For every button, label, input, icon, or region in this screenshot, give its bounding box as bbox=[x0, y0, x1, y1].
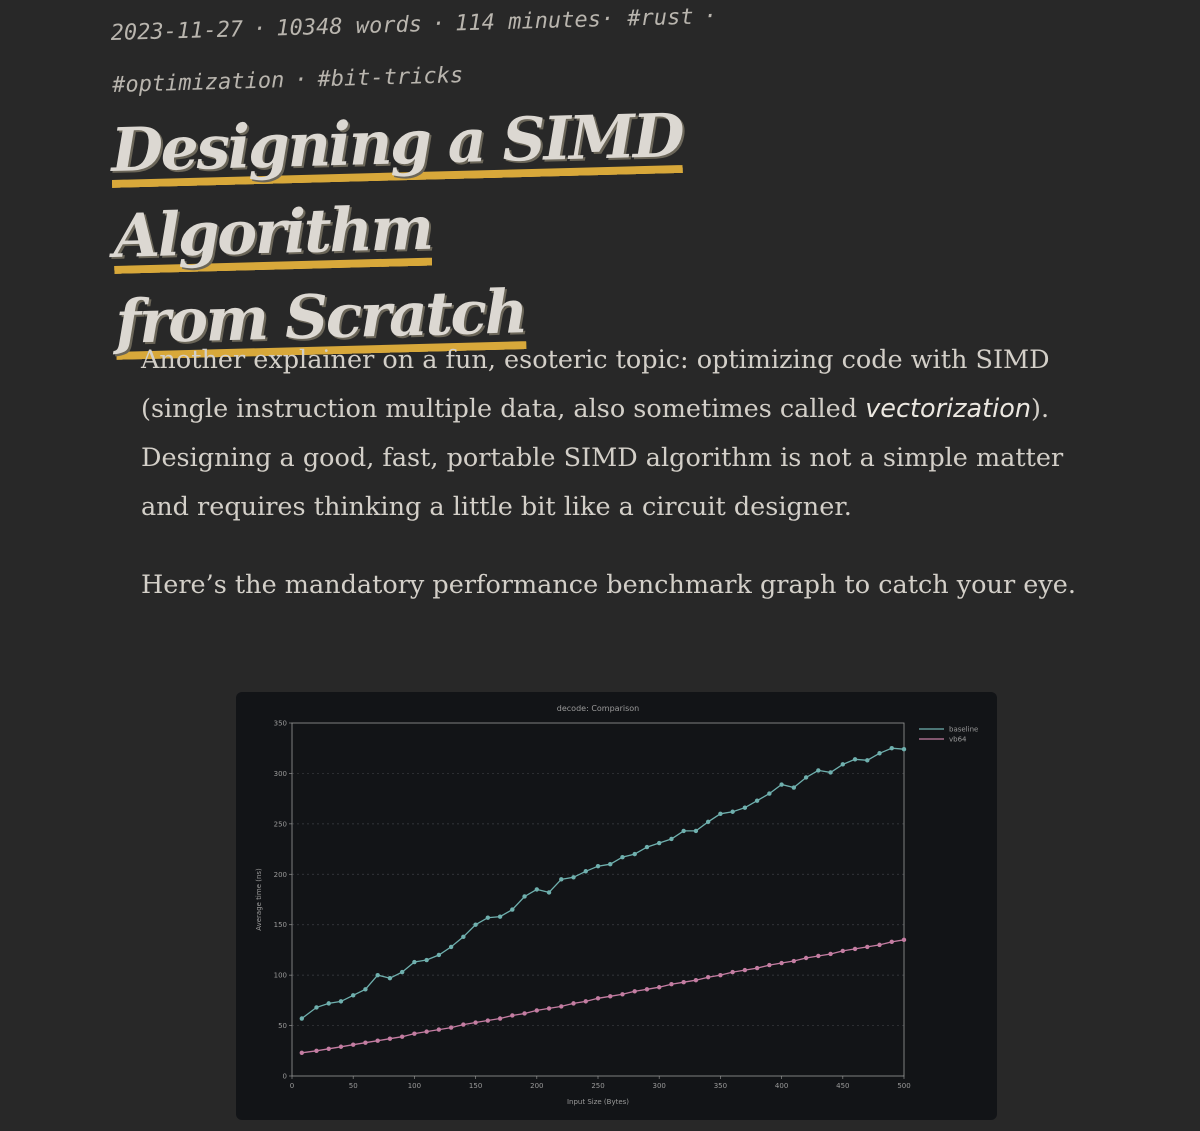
data-point-vb64 bbox=[363, 1041, 367, 1045]
post-body bbox=[141, 336, 1086, 639]
data-point-baseline bbox=[681, 829, 685, 833]
plot-frame bbox=[292, 723, 904, 1076]
data-point-vb64 bbox=[755, 966, 759, 970]
data-point-baseline bbox=[853, 757, 857, 761]
data-point-vb64 bbox=[890, 940, 894, 944]
intro-text-end: ). Designing a good, fast, portable SIMD algorithm is not a simple matter and requires thinking a little bit like a circuit designer. bbox=[141, 394, 1064, 522]
data-point-vb64 bbox=[853, 947, 857, 951]
data-point-baseline bbox=[608, 862, 612, 866]
y-tick-label: 200 bbox=[273, 870, 287, 879]
data-point-baseline bbox=[300, 1016, 304, 1020]
meta-separator: · bbox=[600, 6, 615, 33]
data-point-baseline bbox=[388, 976, 392, 980]
tag-link-rust[interactable]: #rust bbox=[627, 4, 694, 32]
y-tick-label: 50 bbox=[278, 1022, 287, 1031]
chart-title: decode: Comparison bbox=[556, 704, 640, 713]
word-count: 10348 words bbox=[276, 12, 423, 42]
data-point-vb64 bbox=[424, 1029, 428, 1033]
meta-separator: · bbox=[252, 16, 267, 43]
data-point-vb64 bbox=[902, 938, 906, 942]
data-point-vb64 bbox=[767, 963, 771, 967]
data-point-vb64 bbox=[388, 1036, 392, 1040]
data-point-baseline bbox=[718, 812, 722, 816]
data-point-baseline bbox=[535, 887, 539, 891]
data-point-baseline bbox=[473, 923, 477, 927]
meta-separator: · bbox=[703, 4, 718, 30]
data-point-baseline bbox=[510, 907, 514, 911]
x-tick-label: 250 bbox=[591, 1082, 605, 1090]
data-point-vb64 bbox=[865, 945, 869, 949]
data-point-vb64 bbox=[375, 1039, 379, 1043]
data-point-baseline bbox=[620, 855, 624, 859]
y-tick-label: 150 bbox=[273, 921, 287, 930]
y-tick-label: 300 bbox=[273, 769, 287, 778]
data-point-baseline bbox=[816, 768, 820, 772]
data-point-vb64 bbox=[437, 1027, 441, 1031]
data-point-vb64 bbox=[559, 1004, 563, 1008]
data-point-baseline bbox=[363, 987, 367, 991]
series-line-baseline bbox=[302, 748, 904, 1018]
x-tick-label: 450 bbox=[836, 1082, 850, 1090]
post-date: 2023-11-27 bbox=[110, 17, 244, 46]
data-point-baseline bbox=[743, 806, 747, 810]
data-point-vb64 bbox=[596, 996, 600, 1000]
data-point-baseline bbox=[841, 762, 845, 766]
data-point-baseline bbox=[730, 810, 734, 814]
tag-link-optimization[interactable]: #optimization bbox=[111, 68, 285, 98]
data-point-vb64 bbox=[314, 1049, 318, 1053]
data-point-vb64 bbox=[498, 1016, 502, 1020]
x-tick-label: 200 bbox=[530, 1082, 544, 1090]
data-point-baseline bbox=[400, 970, 404, 974]
legend-label-vb64: vb64 bbox=[949, 735, 967, 744]
data-point-baseline bbox=[877, 751, 881, 755]
post-title bbox=[110, 85, 976, 365]
y-tick-label: 350 bbox=[273, 719, 287, 728]
data-point-baseline bbox=[669, 837, 673, 841]
data-point-vb64 bbox=[816, 954, 820, 958]
benchmark-paragraph: Here’s the mandatory performance benchmark graph to catch your eye. bbox=[141, 570, 1076, 600]
data-point-baseline bbox=[767, 791, 771, 795]
data-point-baseline bbox=[694, 829, 698, 833]
data-point-baseline bbox=[314, 1005, 318, 1009]
data-point-vb64 bbox=[645, 987, 649, 991]
data-point-vb64 bbox=[718, 973, 722, 977]
data-point-vb64 bbox=[571, 1001, 575, 1005]
data-point-vb64 bbox=[535, 1008, 539, 1012]
data-point-baseline bbox=[461, 935, 465, 939]
data-point-baseline bbox=[645, 845, 649, 849]
x-tick-label: 50 bbox=[348, 1082, 358, 1090]
vectorization-emphasis: vectorization bbox=[865, 394, 1032, 424]
data-point-baseline bbox=[351, 993, 355, 997]
data-point-baseline bbox=[792, 785, 796, 789]
data-point-vb64 bbox=[804, 956, 808, 960]
data-point-baseline bbox=[522, 894, 526, 898]
data-point-vb64 bbox=[486, 1018, 490, 1022]
data-point-vb64 bbox=[608, 994, 612, 998]
data-point-vb64 bbox=[461, 1022, 465, 1026]
data-point-baseline bbox=[437, 953, 441, 957]
x-tick-label: 500 bbox=[897, 1082, 911, 1090]
post-title-link-line1[interactable]: Designing a SIMD Algorithm bbox=[110, 101, 684, 272]
data-point-baseline bbox=[596, 864, 600, 868]
data-point-baseline bbox=[828, 770, 832, 774]
x-tick-label: 0 bbox=[289, 1082, 295, 1090]
data-point-baseline bbox=[498, 914, 502, 918]
data-point-baseline bbox=[559, 877, 563, 881]
data-point-vb64 bbox=[584, 999, 588, 1003]
data-point-vb64 bbox=[620, 992, 624, 996]
data-point-baseline bbox=[412, 960, 416, 964]
y-tick-label: 0 bbox=[282, 1072, 287, 1081]
data-point-vb64 bbox=[841, 949, 845, 953]
x-tick-label: 100 bbox=[407, 1082, 422, 1090]
reading-time: 114 minutes bbox=[454, 7, 602, 37]
data-point-vb64 bbox=[669, 982, 673, 986]
data-point-baseline bbox=[706, 820, 710, 824]
data-point-baseline bbox=[755, 798, 759, 802]
data-point-vb64 bbox=[473, 1020, 477, 1024]
data-point-vb64 bbox=[400, 1034, 404, 1038]
data-point-baseline bbox=[571, 875, 575, 879]
data-point-baseline bbox=[902, 747, 906, 751]
data-point-vb64 bbox=[300, 1051, 304, 1055]
data-point-baseline bbox=[657, 841, 661, 845]
data-point-vb64 bbox=[510, 1013, 514, 1017]
intro-text-start: Another explainer on a fun, esoteric topic: optimizing code with SIMD (single instruction multiple data, also sometimes called bbox=[141, 345, 1050, 424]
data-point-baseline bbox=[339, 999, 343, 1003]
data-point-vb64 bbox=[743, 968, 747, 972]
data-point-vb64 bbox=[694, 978, 698, 982]
data-point-vb64 bbox=[877, 943, 881, 947]
data-point-vb64 bbox=[449, 1025, 453, 1029]
data-point-vb64 bbox=[351, 1043, 355, 1047]
tag-link-bit-tricks[interactable]: #bit-tricks bbox=[317, 63, 464, 93]
series-line-vb64 bbox=[302, 940, 904, 1053]
data-point-vb64 bbox=[828, 952, 832, 956]
x-tick-label: 400 bbox=[774, 1082, 789, 1090]
data-point-baseline bbox=[375, 973, 379, 977]
data-point-vb64 bbox=[339, 1045, 343, 1049]
data-point-baseline bbox=[865, 758, 869, 762]
data-point-baseline bbox=[890, 746, 894, 750]
data-point-baseline bbox=[633, 852, 637, 856]
data-point-vb64 bbox=[412, 1031, 416, 1035]
data-point-baseline bbox=[584, 869, 588, 873]
y-axis-label: Average time (ns) bbox=[255, 868, 263, 931]
data-point-vb64 bbox=[681, 980, 685, 984]
data-point-baseline bbox=[327, 1001, 331, 1005]
data-point-vb64 bbox=[327, 1047, 331, 1051]
data-point-vb64 bbox=[730, 970, 734, 974]
data-point-vb64 bbox=[657, 985, 661, 989]
intro-paragraph bbox=[141, 336, 1086, 532]
x-axis-label: Input Size (Bytes) bbox=[566, 1098, 630, 1106]
x-tick-label: 350 bbox=[713, 1082, 728, 1090]
x-tick-label: 150 bbox=[468, 1082, 483, 1090]
data-point-baseline bbox=[779, 782, 783, 786]
data-point-baseline bbox=[547, 890, 551, 894]
legend-label-baseline: baseline bbox=[949, 725, 979, 734]
post-title-link-line2[interactable]: from Scratch bbox=[114, 277, 527, 358]
y-tick-label: 250 bbox=[273, 820, 287, 829]
meta-separator: · bbox=[431, 11, 446, 38]
data-point-baseline bbox=[486, 915, 490, 919]
data-point-baseline bbox=[804, 775, 808, 779]
data-point-vb64 bbox=[633, 989, 637, 993]
benchmark-chart bbox=[236, 692, 997, 1120]
data-point-vb64 bbox=[779, 961, 783, 965]
data-point-vb64 bbox=[522, 1011, 526, 1015]
data-point-vb64 bbox=[706, 975, 710, 979]
data-point-baseline bbox=[424, 958, 428, 962]
data-point-baseline bbox=[449, 945, 453, 949]
meta-separator: · bbox=[293, 67, 308, 93]
benchmark-chart-figure bbox=[236, 692, 997, 1120]
data-point-vb64 bbox=[547, 1006, 551, 1010]
x-tick-label: 300 bbox=[652, 1082, 666, 1090]
data-point-vb64 bbox=[792, 959, 796, 963]
y-tick-label: 100 bbox=[273, 971, 287, 980]
